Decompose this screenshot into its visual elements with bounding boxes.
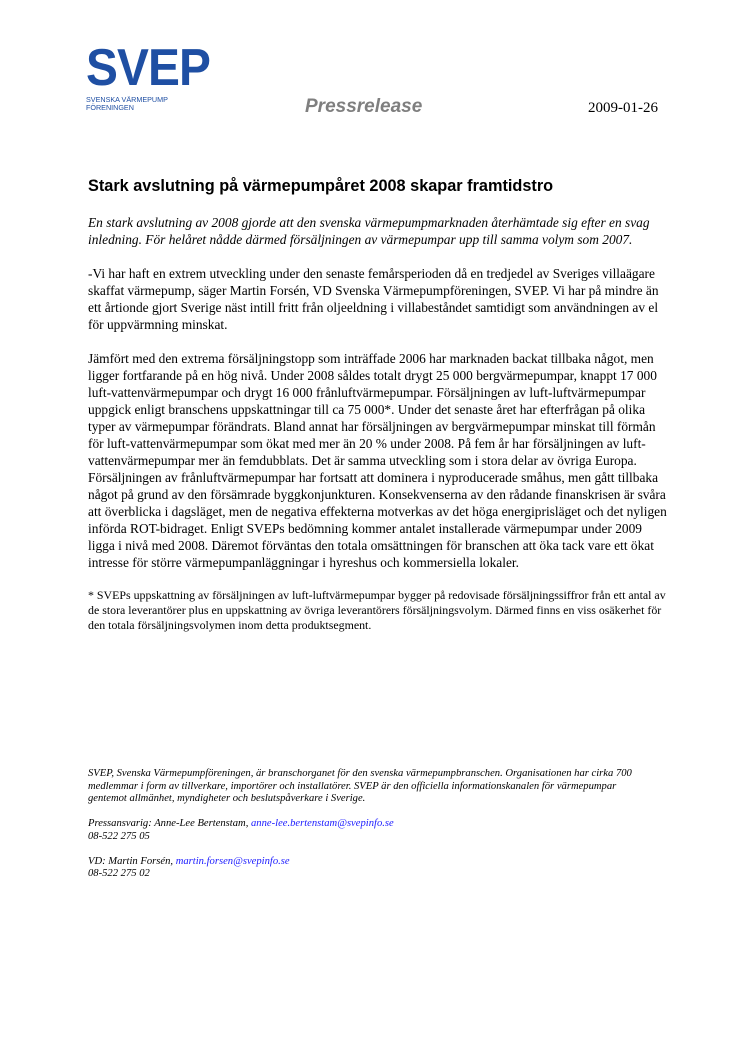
contact-ceo-email-link[interactable]: martin.forsen@svepinfo.se: [175, 855, 290, 867]
contact-ceo-phone: 08-522 275 02: [88, 868, 150, 879]
logo-subtitle-line2: FÖRENINGEN: [86, 103, 134, 112]
contact-press-email-link[interactable]: anne-lee.bertenstam@svepinfo.se: [251, 818, 394, 829]
contact-press-name: Pressansvarig: Anne-Lee Bertenstam,: [88, 818, 251, 829]
svep-logo: [86, 39, 226, 112]
logo-subtitle: [86, 96, 226, 112]
contact-press: [88, 818, 648, 843]
document-type: Pressrelease: [305, 96, 423, 117]
page-title: Stark avslutning på värmepumpåret 2008 skapar framtidstro: [88, 177, 554, 195]
footer: [88, 768, 648, 893]
logo-subtitle-line1: SVENSKA VÄRMEPUMP: [86, 95, 168, 104]
document-date: 2009-01-26: [588, 100, 658, 116]
footnote: * SVEPs uppskattning av försäljningen av luft-luftvärmepumpar bygger på redovisade försäljningssiffror från ett antal av de stora leverantörer plus en uppskattning av övriga leverantörers försäljningsvolym. Därmed finns en viss osäkerhet för den totala försäljningsvolymen inom detta produktsegment.: [88, 588, 666, 632]
market-paragraph: Jämfört med den extrema försäljningstopp som inträffade 2006 har marknaden backat tillbaka något, men ligger fortfarande på en hög nivå. Under 2008 såldes totalt drygt 25 000 bergvärmepumpar, knappt 17 000 luft-vattenvärmepumpar och drygt 16 000 frånluftvärmepumpar. Försäljningen av luft-luftvärmepumpar uppgick enligt branschens uppskattningar till ca 75 000*. Under det senaste året har efterfrågan på olika typer av värmepumpar förändrats. Bland annat har försäljningen av bergvärmepumpar minskat till förmån för luft-vattenvärmepumpar som ökat med mer än 20 % under 2008. På fem år har försäljningen av luft-vattenvärmepumpar mer än femdubblats. Det är samma utveckling som i stora delar av övriga Europa. Försäljningen av frånluftvärmepumpar har fortsatt att dominera i nyproducerade småhus, men gått tillbaka något på grund av den försämrade byggkonjunkturen. Konsekvenserna av den rådande finanskrisen är svåra att överblicka i dagsläget, men de negativa effekterna motverkas av det höga energiprisläget och det nyligen införda ROT-bidraget. Enligt SVEPs bedömning kommer antalet installerade värmepumpar under 2009 ligga i nivå med 2008. Däremot förväntas den totala omsättningen för branschen att öka tack vare ett ökat intresse för större värmepumpanläggningar i hyreshus och kommersiella lokaler.: [88, 351, 667, 570]
contact-ceo: [88, 856, 648, 881]
contact-ceo-name: VD: Martin Forsén,: [88, 855, 176, 867]
ingress-paragraph: En stark avslutning av 2008 gjorde att den svenska värmepumpmarknaden återhämtade sig efter en svag inledning. För helåret nådde därmed försäljningen av värmepumpar upp till samma volym som 2007.: [88, 215, 650, 247]
logo-wordmark: SVEP: [86, 39, 210, 97]
quote-paragraph: -Vi har haft en extrem utveckling under den senaste femårsperioden då en tredjedel av Sveriges villaägare skaffat värmepump, säger Martin Forsén, VD Svenska Värmepumpföreningen, SVEP. Vi har på mindre än ett årtionde gjort Sverige näst intill fritt från oljeeldning i villabeståndet samtidigt som användningen av el för uppvärmning minskat.: [88, 266, 659, 332]
about-svep: SVEP, Svenska Värmepumpföreningen, är branschorganet för den svenska värmepumpbranschen. Organisationen har cirka 700 medlemmar i form av tillverkare, importörer och installatörer. SVEP är den officiella informationskanalen för värmepumpar gentemot allmänhet, myndigheter och beslutspåverkare i Sverige.: [88, 768, 632, 804]
contact-press-phone: 08-522 275 05: [88, 830, 150, 842]
press-body: [88, 214, 668, 633]
